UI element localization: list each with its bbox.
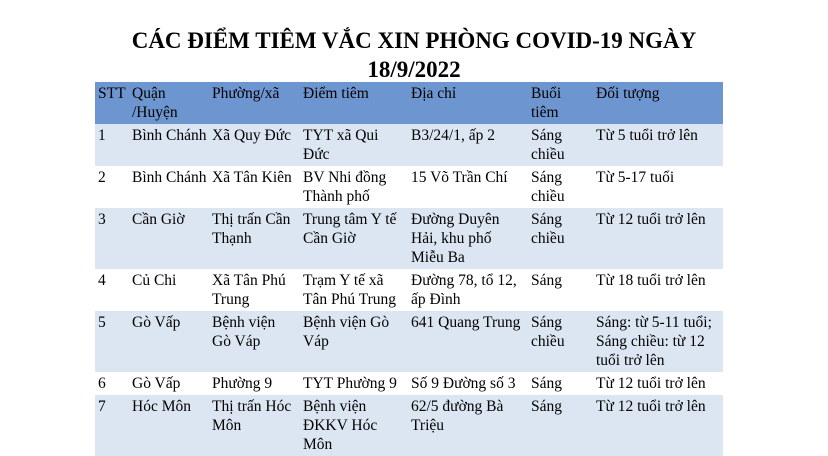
cell-session: Sáng chiều [528, 166, 593, 208]
cell-session: Sáng chiều [528, 311, 593, 372]
title-line-2: 18/9/2022 [367, 57, 461, 82]
page-title [0, 26, 828, 84]
cell-address: B3/24/1, ấp 2 [408, 124, 528, 166]
cell-target: Từ 12 tuổi trở lên [593, 208, 723, 269]
table-row [95, 395, 723, 456]
cell-session: Sáng chiều [528, 208, 593, 269]
cell-stt: 5 [95, 311, 129, 372]
cell-address: Đường 78, tổ 12, ấp Đình [408, 269, 528, 311]
table-row [95, 269, 723, 311]
cell-target: Sáng: từ 5-11 tuổi; Sáng chiều: từ 12 tuổi trở lên [593, 311, 723, 372]
cell-site: TYT Phường 9 [300, 372, 408, 395]
cell-site: BV Nhi đồng Thành phố [300, 166, 408, 208]
cell-district: Bình Chánh [129, 124, 209, 166]
cell-address: Số 9 Đường số 3 [408, 372, 528, 395]
cell-address: 641 Quang Trung [408, 311, 528, 372]
table-row [95, 124, 723, 166]
cell-stt: 7 [95, 395, 129, 456]
cell-ward: Xã Tân Phú Trung [209, 269, 300, 311]
cell-ward: Bệnh viện Gò Váp [209, 311, 300, 372]
header-stt: STT [95, 82, 129, 124]
cell-ward: Xã Quy Đức [209, 124, 300, 166]
cell-stt: 4 [95, 269, 129, 311]
cell-ward: Xã Tân Kiên [209, 166, 300, 208]
table-row [95, 208, 723, 269]
cell-ward: Phường 9 [209, 372, 300, 395]
cell-site: Bệnh viện ĐKKV Hóc Môn [300, 395, 408, 456]
cell-target: Từ 12 tuổi trở lên [593, 372, 723, 395]
table-row [95, 372, 723, 395]
title-line-1: CÁC ĐIỂM TIÊM VẮC XIN PHÒNG COVID-19 NGÀY [131, 28, 697, 53]
cell-target: Từ 18 tuổi trở lên [593, 269, 723, 311]
cell-site: TYT xã Qui Đức [300, 124, 408, 166]
cell-target: Từ 5-17 tuổi [593, 166, 723, 208]
cell-site: Trung tâm Y tế Cần Giờ [300, 208, 408, 269]
cell-stt: 1 [95, 124, 129, 166]
cell-district: Bình Chánh [129, 166, 209, 208]
table-header-row [95, 82, 723, 124]
cell-address: Đường Duyên Hải, khu phố Miễu Ba [408, 208, 528, 269]
table-row [95, 311, 723, 372]
header-ward: Phường/xã [209, 82, 300, 124]
cell-stt: 6 [95, 372, 129, 395]
header-district: Quận /Huyện [129, 82, 209, 124]
cell-district: Gò Vấp [129, 372, 209, 395]
cell-site: Bệnh viện Gò Váp [300, 311, 408, 372]
cell-session: Sáng [528, 372, 593, 395]
cell-target: Từ 5 tuổi trở lên [593, 124, 723, 166]
vaccination-sites-table [95, 82, 723, 456]
header-session: Buổi tiêm [528, 82, 593, 124]
header-address: Địa chỉ [408, 82, 528, 124]
cell-session: Sáng [528, 395, 593, 456]
header-target: Đối tượng [593, 82, 723, 124]
cell-ward: Thị trấn Hóc Môn [209, 395, 300, 456]
cell-address: 15 Võ Trần Chí [408, 166, 528, 208]
cell-district: Cần Giờ [129, 208, 209, 269]
cell-session: Sáng chiều [528, 124, 593, 166]
cell-ward: Thị trấn Cần Thạnh [209, 208, 300, 269]
cell-target: Từ 12 tuổi trở lên [593, 395, 723, 456]
cell-stt: 3 [95, 208, 129, 269]
cell-site: Trạm Y tế xã Tân Phú Trung [300, 269, 408, 311]
cell-stt: 2 [95, 166, 129, 208]
cell-address: 62/5 đường Bà Triệu [408, 395, 528, 456]
table-row [95, 166, 723, 208]
cell-session: Sáng [528, 269, 593, 311]
cell-district: Gò Vấp [129, 311, 209, 372]
cell-district: Hóc Môn [129, 395, 209, 456]
header-site: Điểm tiêm [300, 82, 408, 124]
cell-district: Củ Chi [129, 269, 209, 311]
